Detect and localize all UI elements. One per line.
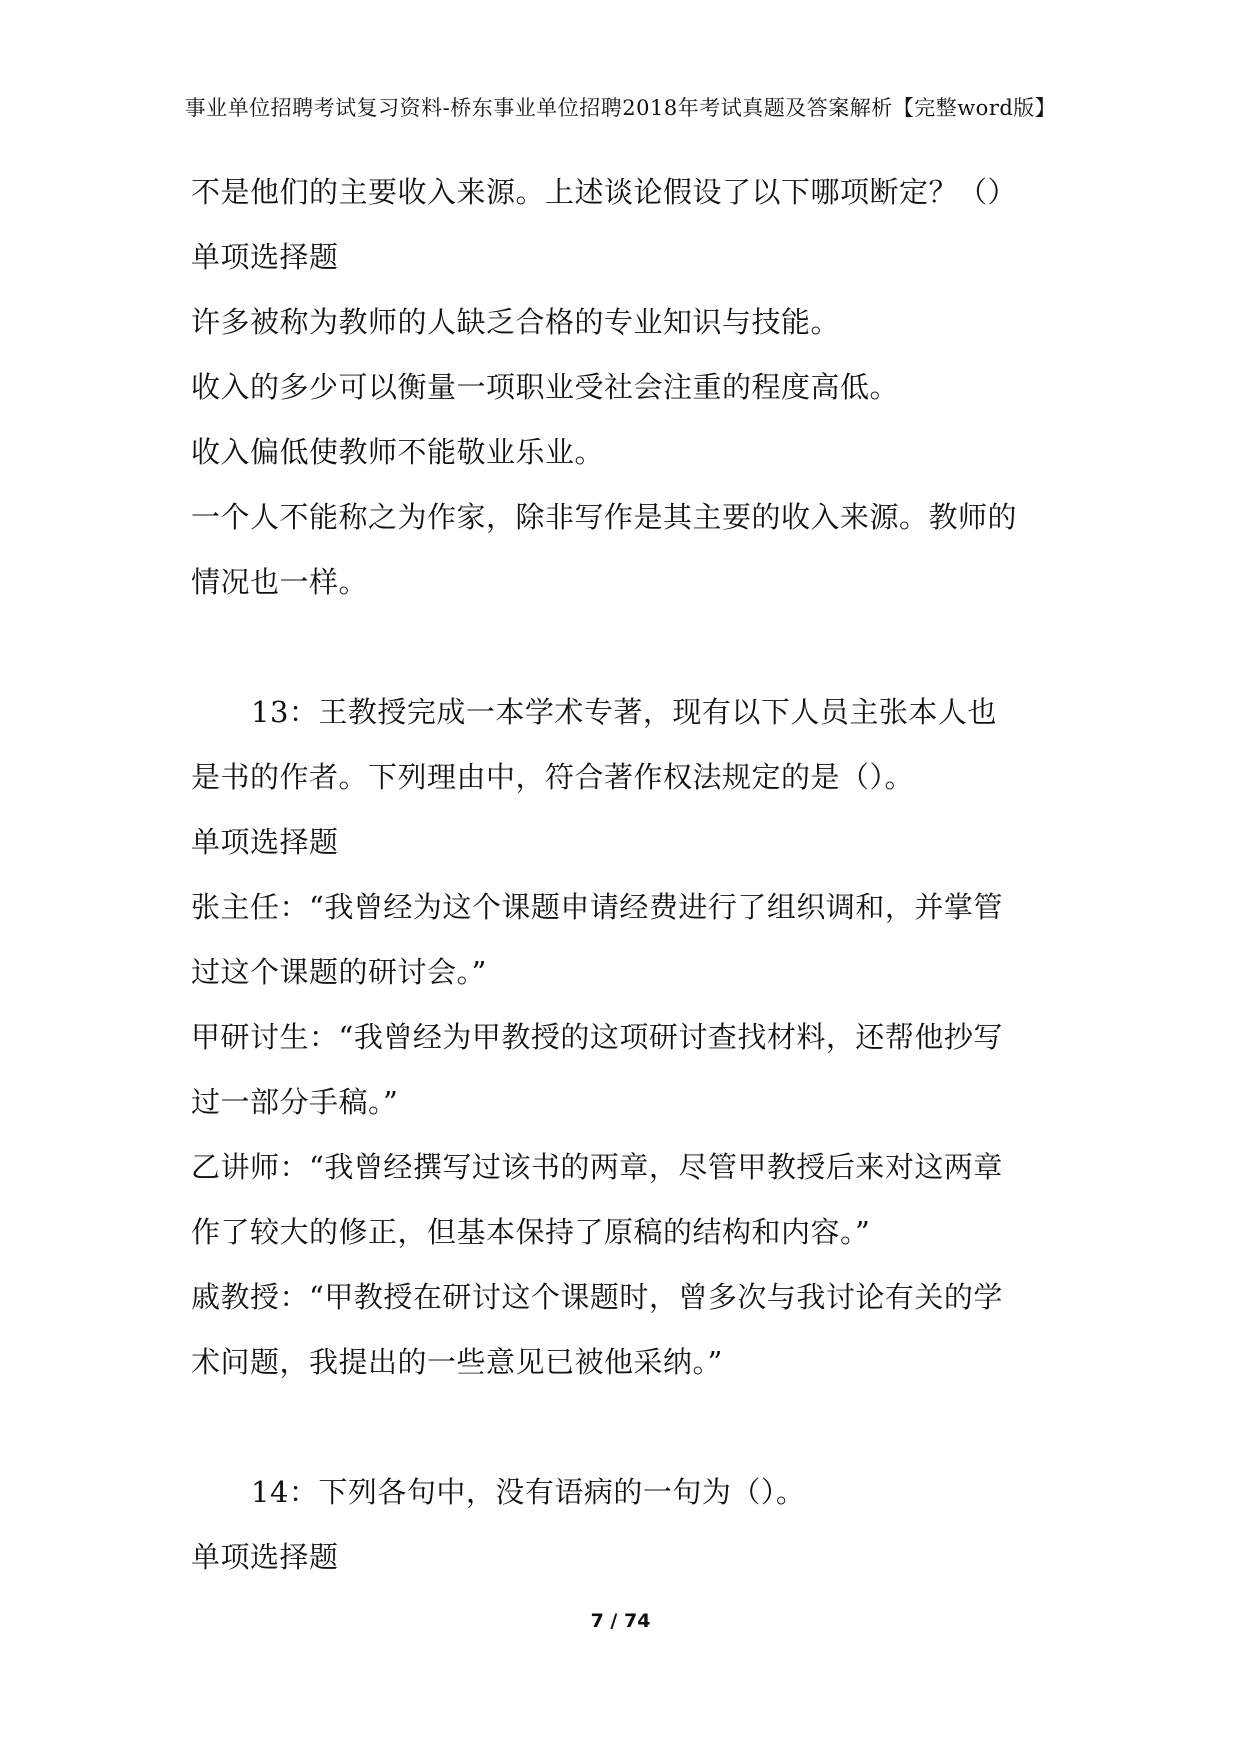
question-stem-continuation: 不是他们的主要收入来源。上述谈论假设了以下哪项断定？（）: [191, 175, 1018, 209]
page-number: 7 / 74: [590, 1610, 651, 1632]
answer-option-continuation: 术问题，我提出的一些意见已被他采纳。”: [191, 1345, 723, 1379]
page-body: [191, 160, 1071, 1590]
answer-option: 戚教授：“甲教授在研讨这个课题时，曾多次与我讨论有关的学: [191, 1280, 1003, 1314]
answer-option-continuation: 过一部分手稿。”: [191, 1085, 399, 1119]
answer-option: 一个人不能称之为作家，除非写作是其主要的收入来源。教师的: [191, 500, 1018, 534]
answer-option: 甲研讨生：“我曾经为甲教授的这项研讨查找材料，还帮他抄写: [191, 1020, 1003, 1054]
question-13-stem-continuation: 是书的作者。下列理由中，符合著作权法规定的是（）。: [191, 760, 915, 794]
question-14-stem: 14：下列各句中，没有语病的一句为（）。: [251, 1475, 806, 1509]
answer-option: 许多被称为教师的人缺乏合格的专业知识与技能。: [191, 305, 841, 339]
answer-option: 收入偏低使教师不能敬业乐业。: [191, 435, 605, 469]
answer-option: 张主任：“我曾经为这个课题申请经费进行了组织调和，并掌管: [191, 890, 1003, 924]
paragraph-gap: [191, 1395, 1071, 1460]
answer-option-continuation: 作了较大的修正，但基本保持了原稿的结构和内容。”: [191, 1215, 871, 1249]
answer-option: 乙讲师：“我曾经撰写过该书的两章，尽管甲教授后来对这两章: [191, 1150, 1003, 1184]
question-type-label: 单项选择题: [191, 1540, 339, 1574]
paragraph-gap: [191, 615, 1071, 680]
answer-option-continuation: 过这个课题的研讨会。”: [191, 955, 487, 989]
question-type-label: 单项选择题: [191, 825, 339, 859]
answer-option-continuation: 情况也一样。: [191, 565, 369, 599]
answer-option: 收入的多少可以衡量一项职业受社会注重的程度高低。: [191, 370, 900, 404]
question-type-label: 单项选择题: [191, 240, 339, 274]
page-header: 事业单位招聘考试复习资料-桥东事业单位招聘2018年考试真题及答案解析【完整word版】: [184, 96, 1057, 120]
question-13-stem: 13：王教授完成一本学术专著，现有以下人员主张本人也: [251, 695, 997, 729]
